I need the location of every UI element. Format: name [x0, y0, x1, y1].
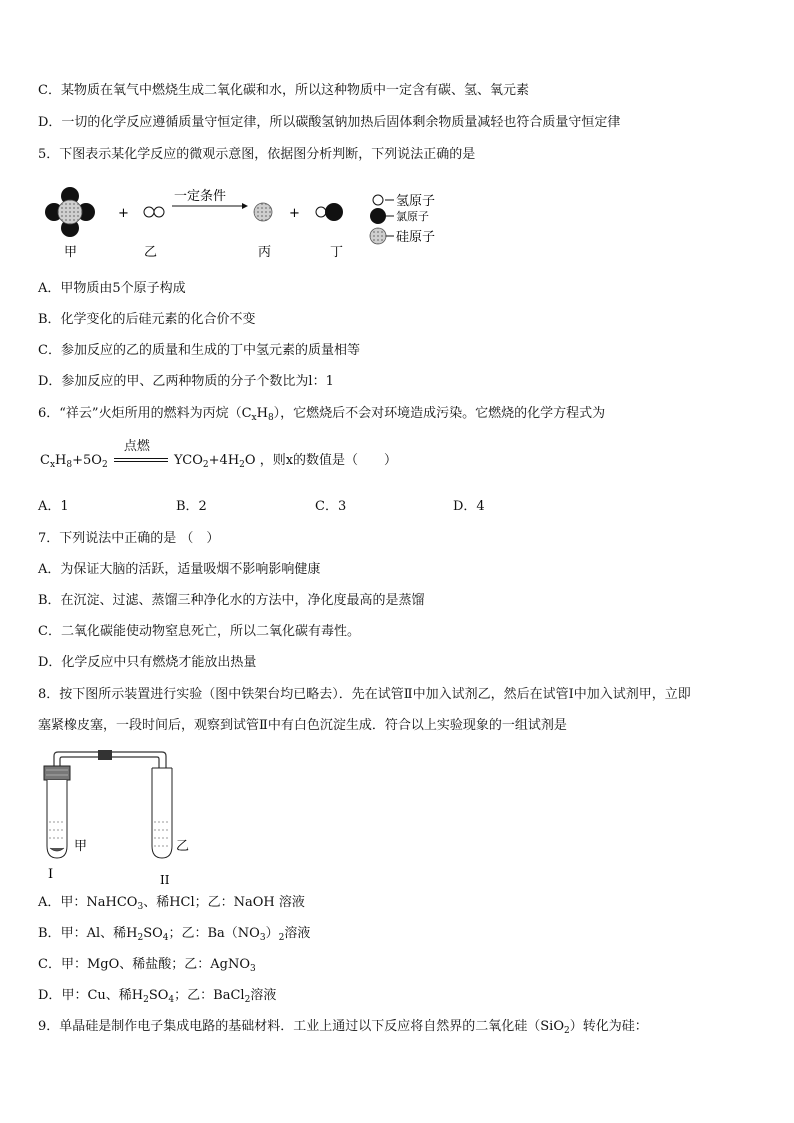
- q6-option-b: B．2: [176, 499, 207, 514]
- molecule-ding: [316, 203, 343, 221]
- q7-option-c: C．二氧化碳能使动物窒息死亡，所以二氧化碳有毒性。: [38, 624, 360, 639]
- q7-option-a: A．为保证大脑的活跃，适量吸烟不影响影响健康: [38, 562, 321, 577]
- tube2-number: II: [160, 873, 170, 887]
- option-d-prev: D．一切的化学反应遵循质量守恒定律，所以碳酸氢钠加热后固体剩余物质量减轻也符合质量守恒定律: [38, 115, 621, 130]
- question-7-stem: 7．下列说法中正确的是 （ ）: [38, 531, 220, 546]
- q6-option-d: D．4: [453, 499, 485, 514]
- legend-silicon: 硅原子: [396, 230, 436, 245]
- label-bing: 丙: [258, 245, 272, 260]
- tube1-reagent-label: 甲: [74, 839, 88, 854]
- q5-option-c: C．参加反应的乙的质量和生成的丁中氢元素的质量相等: [38, 343, 360, 358]
- reaction-diagram: [40, 182, 460, 262]
- q6-option-a: A．1: [38, 499, 69, 514]
- plus-sign-1: +: [118, 206, 129, 221]
- question-8-stem-line1: 8．按下图所示装置进行实验（图中铁架台均已略去）．先在试管Ⅱ中加入试剂乙，然后在试管Ⅰ中加入试剂甲，立即: [38, 687, 691, 702]
- equation-condition: 点燃: [112, 452, 170, 470]
- q6-option-c: C．3: [315, 499, 347, 514]
- q7-option-d: D．化学反应中只有燃烧才能放出热量: [38, 655, 257, 670]
- legend-chlorine-icon: [370, 208, 386, 224]
- question-8-stem-line2: 塞紧橡皮塞，一段时间后，观察到试管Ⅱ中有白色沉淀生成．符合以上实验现象的一组试剂是: [38, 718, 567, 733]
- option-c-prev: C．某物质在氧气中燃烧生成二氧化碳和水，所以这种物质中一定含有碳、氢、氧元素: [38, 83, 529, 98]
- plus-sign-2: +: [289, 206, 300, 221]
- q5-option-b: B．化学变化的后硅元素的化合价不变: [38, 312, 256, 327]
- legend-hydrogen: 氢原子: [396, 194, 436, 209]
- q5-option-a: A．甲物质由5个原子构成: [38, 281, 186, 296]
- test-tube-apparatus: [38, 750, 208, 890]
- rubber-connector: [98, 750, 112, 760]
- combustion-equation: $C_xH_8+5O_2$ 点燃 $YCO_2+4H_2O$ ，则x的数值是（ ）: [40, 439, 398, 470]
- question-9-stem: 9．单晶硅是制作电子集成电路的基础材料．工业上通过以下反应将自然界的二氧化硅（SiO$_2$）转化为硅：: [38, 1019, 648, 1036]
- label-ding: 丁: [330, 245, 344, 260]
- q7-option-b: B．在沉淀、过滤、蒸馏三种净化水的方法中，净化度最高的是蒸馏: [38, 593, 425, 608]
- question-6-stem: 6．“祥云”火炬所用的燃料为丙烷$(C_xH_8)$，它燃烧后不会对环境造成污染。它燃烧的化学方程式为: [38, 406, 606, 423]
- molecule-yi: [144, 207, 164, 217]
- legend-hydrogen-icon: [373, 195, 383, 205]
- tube2-reagent-label: 乙: [176, 839, 190, 854]
- molecule-bing: [254, 203, 272, 221]
- label-jia: 甲: [64, 245, 78, 260]
- q8-option-d: D．甲：Cu、稀$H_2SO_4$；乙：BaCl$_2$溶液: [38, 988, 277, 1005]
- q8-option-a: A．甲：NaHCO$_3$、稀HCl；乙：NaOH 溶液: [38, 895, 305, 912]
- test-tube-1: [44, 766, 70, 858]
- label-yi: 乙: [144, 245, 158, 260]
- legend: [370, 194, 435, 245]
- q8-option-b: B．甲：Al、稀$H_2SO_4$；乙：$Ba(NO_3)_2$溶液: [38, 926, 311, 943]
- molecule-jia: [45, 187, 95, 237]
- q8-option-c: C．甲：MgO、稀盐酸；乙：AgNO$_3$: [38, 957, 256, 974]
- legend-chlorine: 氯原子: [396, 210, 429, 223]
- legend-silicon-icon: [370, 228, 386, 244]
- reaction-condition: 一定条件: [174, 189, 227, 204]
- q5-option-d: D．参加反应的甲、乙两种物质的分子个数比为l：1: [38, 374, 334, 389]
- test-tube-2: [152, 768, 172, 858]
- tube1-number: I: [48, 867, 54, 882]
- question-5-stem: 5．下图表示某化学反应的微观示意图，依据图分析判断，下列说法正确的是: [38, 147, 476, 162]
